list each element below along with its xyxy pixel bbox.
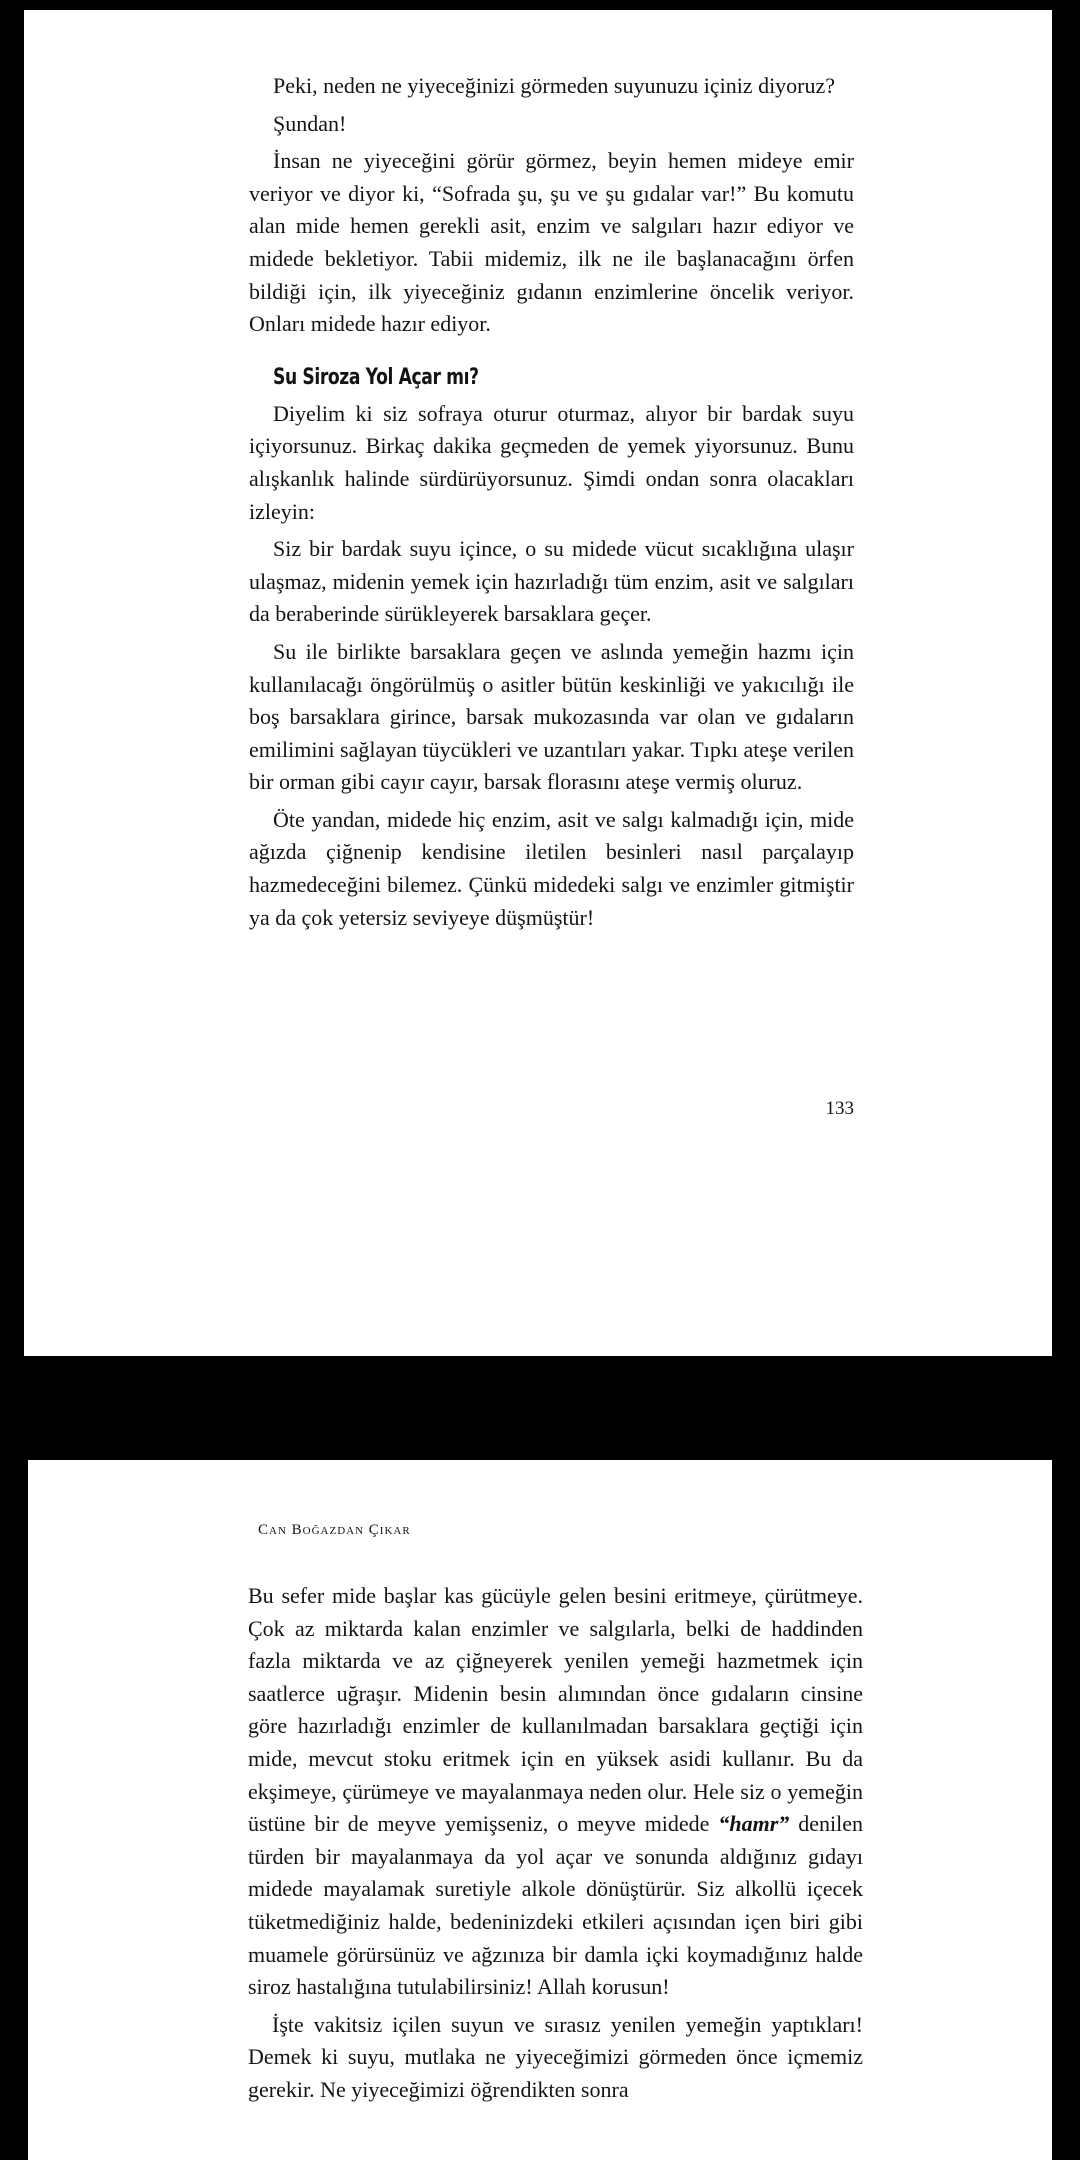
paragraph: Peki, neden ne yiyeceğinizi görmeden suyunuzu içiniz diyoruz?: [273, 73, 836, 98]
paragraph: Öte yandan, midede hiç enzim, asit ve salgı kalmadığı için, mide ağızda çiğnenip kendisine iletilen besinleri nasıl parçalayıp hazmedeceğini bilemez. Çünkü midedeki salgı ve enzimler gitmiştir ya da çok yetersiz seviyeye düşmüştür!: [249, 806, 854, 930]
paragraph: Diyelim ki siz sofraya oturur oturmaz, alıyor bir bardak suyu içiyorsunuz. Birkaç dakika geçmeden de yemek yiyorsunuz. Bunu alışkanlık halinde sürdürüyorsunuz. Şimdi ondan sonra olacakları izleyin:: [249, 400, 854, 524]
italic-term: “hamr”: [718, 1811, 790, 1837]
paragraph: [248, 1580, 863, 2004]
page-number: 133: [825, 1098, 854, 1119]
paragraph: İnsan ne yiyeceğini görür görmez, beyin hemen mideye emir veriyor ve diyor ki, “Sofrada şu, şu ve şu gıdalar var!” Bu komutu alan mide hemen gerekli asit, enzim ve salgıları hazır ediyor ve midede bekletiyor. Tabii midemiz, ilk ne ile başlanacağını örfen bildiği için, ilk yiyeceğiniz gıdanın enzimlerine öncelik veriyor. Onları midede hazır ediyor.: [249, 148, 854, 337]
paragraph: İşte vakitsiz içilen suyun ve sırasız yenilen yemeğin yaptıkları! Demek ki suyu, mutlaka ne yiyeceğimizi görmeden önce içmemiz gerekir. Ne yiyeceğimizi öğrendikten sonra: [248, 2011, 863, 2102]
paragraph: Siz bir bardak suyu içince, o su midede vücut sıcaklığına ulaşır ulaşmaz, midenin yemek için hazırladığı tüm enzim, asit ve salgıları da beraberinde sürükleyerek barsaklara geçer.: [249, 536, 854, 627]
page-133-text: [249, 70, 854, 934]
paragraph-text: denilen türden bir mayalanmaya da yol açar ve sonunda aldığınız gıdayı midede mayalamak suretiyle alkole dönüştürür. Siz alkollü içecek tüketmediğiniz halde, bedeninizdeki etkileri açısından içen biri gibi muamele görürsünüz ve ağzınıza bir damla içki koymadığınız halde siroz hastalığına tutulabilirsiniz! Allah korusun!: [248, 1811, 863, 2000]
page-133: [24, 10, 1052, 1356]
page-134: [28, 1460, 1052, 2160]
page-134-text: [248, 1580, 863, 2107]
paragraph: Şundan!: [273, 110, 347, 136]
paragraph: Su ile birlikte barsaklara geçen ve aslında yemeğin hazmı için kullanılacağı öngörülmüş o asitler bütün keskinliği ve yakıcılığı ile boş barsaklara girince, barsak mukozasında var olan ve gıdaların emilimini sağlayan tüycükleri ve uzantıları yakar. Tıpkı ateşe verilen bir orman gibi cayır cayır, barsak florasını ateşe vermiş oluruz.: [249, 638, 854, 795]
running-header: Can Boğazdan Çıkar: [258, 1522, 411, 1538]
paragraph-text: Bu sefer mide başlar kas gücüyle gelen besini eritmeye, çürütmeye. Çok az miktarda kalan enzimler ve salgılarla, belki de haddinden fazla miktarda ve az çiğneyerek yenilen yemeği hazmetmek için saatlerce uğraşır. Midenin besin alımından önce gıdaların cinsine göre hazırladığı enzimler de kullanılmadan barsaklara geçtiği için mide, mevcut stoku eritmek için en yüksek asidi kullanır. Bu da ekşimeye, çürümeye ve mayalanmaya neden olur. Hele siz o yemeğin üstüne bir de meyve yemişseniz, o meyve midede: [248, 1583, 863, 1837]
section-heading: Su Siroza Yol Açar mı?: [273, 364, 479, 390]
